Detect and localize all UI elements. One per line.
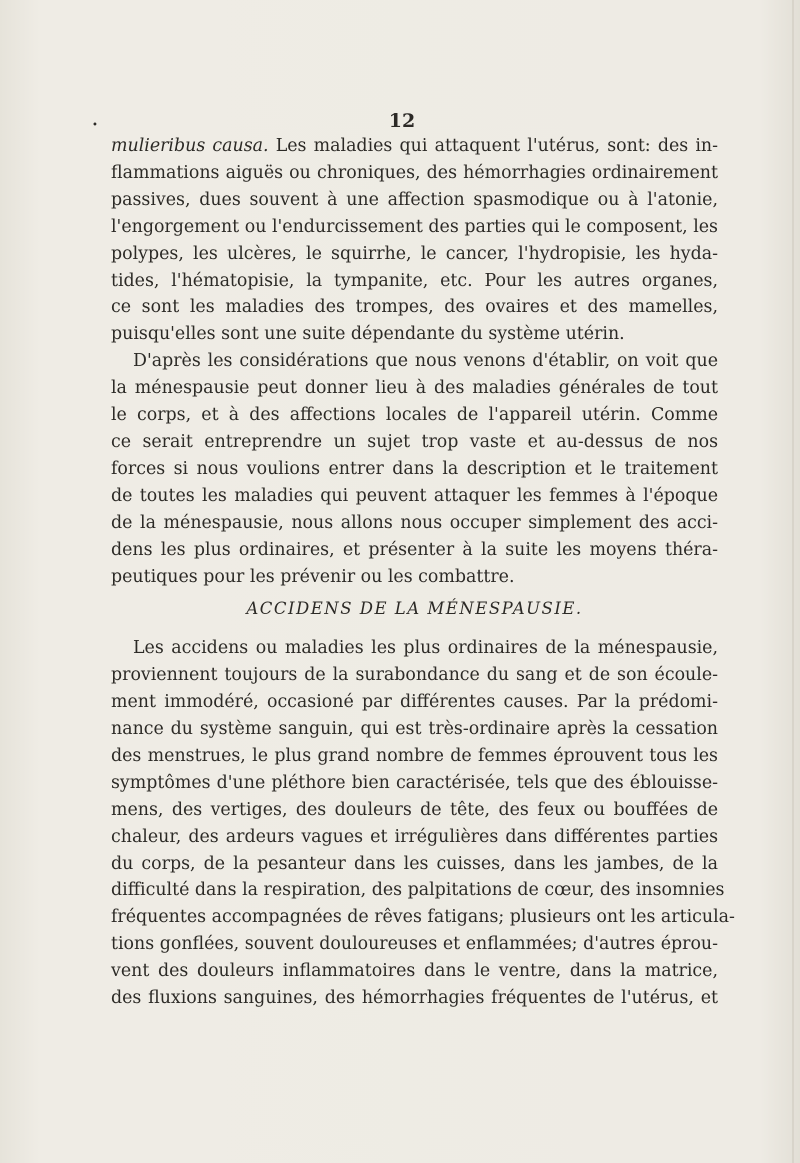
paragraph-3: [111, 635, 735, 1012]
text-line: des fluxions sanguines, des hémorrhagies fréquentes de l'utérus, et: [111, 988, 718, 1009]
text-line: Les accidens ou maladies les plus ordinaires de la ménespausie,: [133, 638, 718, 659]
text-line: des menstrues, le plus grand nombre de femmes éprouvent tous les: [111, 745, 718, 766]
page-number: 12: [388, 110, 416, 132]
text-line: puisqu'elles sont une suite dépendante du système utérin.: [111, 324, 625, 345]
text-line: dens les plus ordinaires, et présenter à la suite les moyens théra-: [111, 539, 718, 560]
text-line: du corps, de la pesanteur dans les cuisses, dans les jambes, de la: [111, 853, 718, 874]
text-line: D'après les considérations que nous venons d'établir, on voit que: [133, 351, 718, 372]
body-text: [111, 133, 735, 1012]
text-line: passives, dues souvent à une affection spasmodique ou à l'atonie,: [111, 189, 718, 210]
margin-mark: •: [92, 120, 98, 131]
text-line: chaleur, des ardeurs vagues et irrégulières dans différentes parties: [111, 826, 718, 847]
text-line: flammations aiguës ou chroniques, des hémorrhagies ordinairement: [111, 162, 718, 183]
text-line: peutiques pour les prévenir ou les combattre.: [111, 566, 515, 587]
text-line: tides, l'hématopisie, la tympanite, etc. Pour les autres organes,: [111, 270, 718, 291]
text-line: mens, des vertiges, des douleurs de tête, des feux ou bouffées de: [111, 799, 718, 820]
text-line: polypes, les ulcères, le squirrhe, le cancer, l'hydropisie, les hyda-: [111, 243, 718, 264]
text-line: forces si nous voulions entrer dans la description et le traitement: [111, 458, 718, 479]
text-line: ce sont les maladies des trompes, des ovaires et des mamelles,: [111, 297, 718, 318]
text-line: de toutes les maladies qui peuvent attaquer les femmes à l'époque: [111, 485, 718, 506]
line-continuation: Les maladies qui attaquent l'utérus, sont: des in-: [268, 136, 718, 156]
paragraph-1: [111, 133, 718, 348]
text-line: l'engorgement ou l'endurcissement des parties qui le composent, les: [111, 216, 718, 237]
text-line: vent des douleurs inflammatoires dans le ventre, dans la matrice,: [111, 961, 718, 982]
text-line: de la ménespausie, nous allons nous occuper simplement des acci-: [111, 512, 718, 533]
text-line: proviennent toujours de la surabondance du sang et de son écoule-: [111, 665, 718, 686]
text-line: ce serait entreprendre un sujet trop vaste et au-dessus de nos: [111, 431, 718, 452]
text-line: le corps, et à des affections locales de l'appareil utérin. Comme: [111, 405, 718, 426]
paragraph-2: [111, 348, 718, 590]
text-line: fréquentes accompagnées de rêves fatigans; plusieurs ont les articula-: [111, 907, 735, 928]
text-line: [111, 133, 718, 160]
text-line: nance du système sanguin, qui est très-ordinaire après la cessation: [111, 719, 718, 740]
text-line: difficulté dans la respiration, des palpitations de cœur, des insomnies: [111, 880, 725, 901]
text-line: symptômes d'une pléthore bien caractérisée, tels que des éblouisse-: [111, 772, 718, 793]
page-edge: [792, 0, 794, 1163]
text-line: tions gonflées, souvent douloureuses et enflammées; d'autres éprou-: [111, 934, 718, 955]
text-line: ment immodéré, occasioné par différentes causes. Par la prédomi-: [111, 692, 718, 713]
latin-phrase: mulieribus causa.: [111, 136, 269, 156]
section-heading: ACCIDENS DE LA MÉNESPAUSIE.: [246, 599, 583, 619]
text-line: la ménespausie peut donner lieu à des maladies générales de tout: [111, 378, 718, 399]
